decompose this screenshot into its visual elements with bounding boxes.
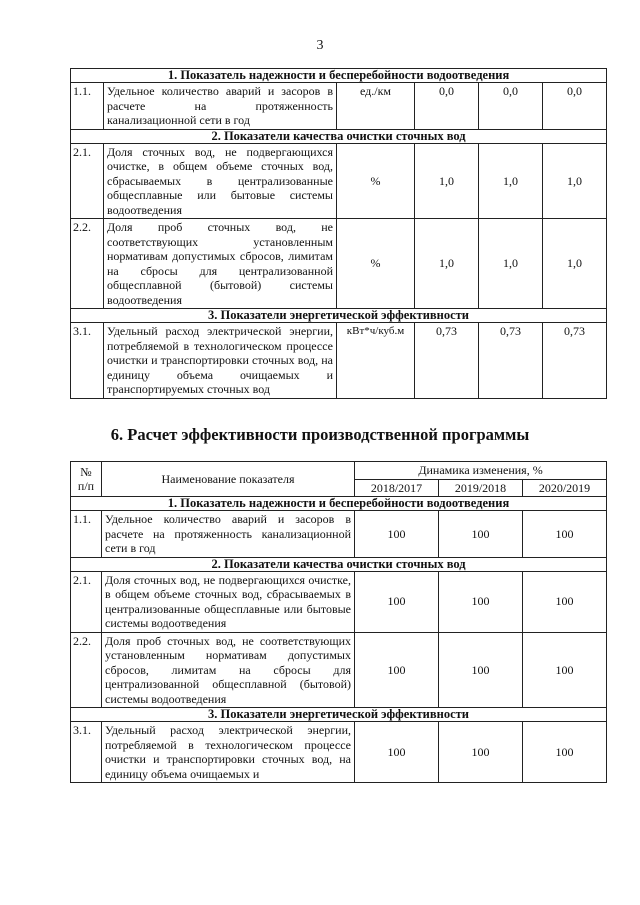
value-cell: 100 (355, 632, 439, 708)
header-number-line2: п/п (77, 479, 95, 493)
value-cell: 100 (523, 511, 607, 558)
value-cell: 1,0 (415, 219, 479, 309)
table-row (71, 143, 607, 219)
section-row (71, 557, 607, 571)
value-cell: 100 (439, 722, 523, 783)
section-row (71, 129, 607, 143)
table-row (71, 219, 607, 309)
section-row (71, 309, 607, 323)
value-cell: 0,0 (479, 83, 543, 130)
indicator-name: Удельный расход электрической энергии, потребляемой в технологическом процессе очистки и транспортировки сточных вод, на единицу объема очищаемых и (102, 722, 355, 783)
header-row (71, 462, 607, 480)
section-title: 2. Показатели качества очистки сточных вод (71, 129, 607, 143)
section-row (71, 708, 607, 722)
header-number-line1: № (80, 464, 92, 479)
section-row (71, 497, 607, 511)
indicator-name: Доля сточных вод, не подвергающихся очистке, в общем объеме сточных вод, сбрасываемых в централизованные общесплавные или бытовые системы водоотведения (104, 143, 337, 219)
row-number: 1.1. (71, 83, 104, 130)
section-title: 1. Показатель надежности и бесперебойности водоотведения (71, 69, 607, 83)
page-number: 3 (316, 38, 324, 53)
header-number (71, 462, 102, 497)
table-row (71, 511, 607, 558)
value-cell: 100 (355, 722, 439, 783)
value-cell: 1,0 (543, 143, 607, 219)
indicator-name: Доля проб сточных вод, не соответствующих установленным нормативам допустимых сбросов, лимитам на сбросы для централизованной общесплавной (бытовой) системы водоотведения (102, 632, 355, 708)
value-cell: 100 (439, 571, 523, 632)
row-number: 3.1. (71, 323, 104, 399)
value-cell: 0,73 (479, 323, 543, 399)
unit-cell: кВт*ч/куб.м (337, 323, 415, 399)
unit-cell: % (337, 143, 415, 219)
value-cell: 0,0 (415, 83, 479, 130)
row-number: 2.1. (71, 143, 104, 219)
section-title: 3. Показатели энергетической эффективности (71, 708, 607, 722)
value-cell: 100 (439, 632, 523, 708)
efficiency-table (70, 461, 607, 783)
row-number: 3.1. (71, 722, 102, 783)
value-cell: 100 (355, 571, 439, 632)
table-row (71, 722, 607, 783)
value-cell: 100 (523, 571, 607, 632)
row-number: 2.2. (71, 632, 102, 708)
header-name: Наименование показателя (102, 462, 355, 497)
indicator-name: Доля сточных вод, не подвергающихся очистке, в общем объеме сточных вод, сбрасываемых в централизованные общесплавные или бытовые системы водоотведения (102, 571, 355, 632)
header-period: 2020/2019 (523, 479, 607, 497)
header-period: 2018/2017 (355, 479, 439, 497)
row-number: 2.1. (71, 571, 102, 632)
value-cell: 1,0 (543, 219, 607, 309)
indicator-name: Доля проб сточных вод, не соответствующих установленным нормативам допустимых сбросов, лимитам на сбросы для централизованной общесплавной (бытовой) системы водоотведения (104, 219, 337, 309)
table-row (71, 323, 607, 399)
table-row (71, 632, 607, 708)
table-row (71, 571, 607, 632)
value-cell: 1,0 (415, 143, 479, 219)
row-number: 2.2. (71, 219, 104, 309)
section-title: 3. Показатели энергетической эффективности (71, 309, 607, 323)
value-cell: 1,0 (479, 143, 543, 219)
indicator-name: Удельный расход электрической энергии, потребляемой в технологическом процессе очистки и транспортировки сточных вод, на единицу объема очищаемых и транспортируемых сточных вод (104, 323, 337, 399)
value-cell: 100 (523, 632, 607, 708)
value-cell: 1,0 (479, 219, 543, 309)
section-title: 1. Показатель надежности и бесперебойности водоотведения (71, 497, 607, 511)
header-period: 2019/2018 (439, 479, 523, 497)
row-number: 1.1. (71, 511, 102, 558)
table-row (71, 83, 607, 130)
value-cell: 100 (355, 511, 439, 558)
indicators-table (70, 68, 607, 399)
indicator-name: Удельное количество аварий и засоров в расчете на протяженность канализационной сети в год (102, 511, 355, 558)
section-row (71, 69, 607, 83)
value-cell: 100 (439, 511, 523, 558)
unit-cell: % (337, 219, 415, 309)
section-heading: 6. Расчет эффективности производственной программы (110, 425, 530, 444)
value-cell: 0,73 (415, 323, 479, 399)
unit-cell: ед./км (337, 83, 415, 130)
indicator-name: Удельное количество аварий и засоров в расчете на протяженность канализационной сети в год (104, 83, 337, 130)
section-title: 2. Показатели качества очистки сточных вод (71, 557, 607, 571)
header-dynamics: Динамика изменения, % (355, 462, 607, 480)
value-cell: 0,0 (543, 83, 607, 130)
value-cell: 100 (523, 722, 607, 783)
value-cell: 0,73 (543, 323, 607, 399)
